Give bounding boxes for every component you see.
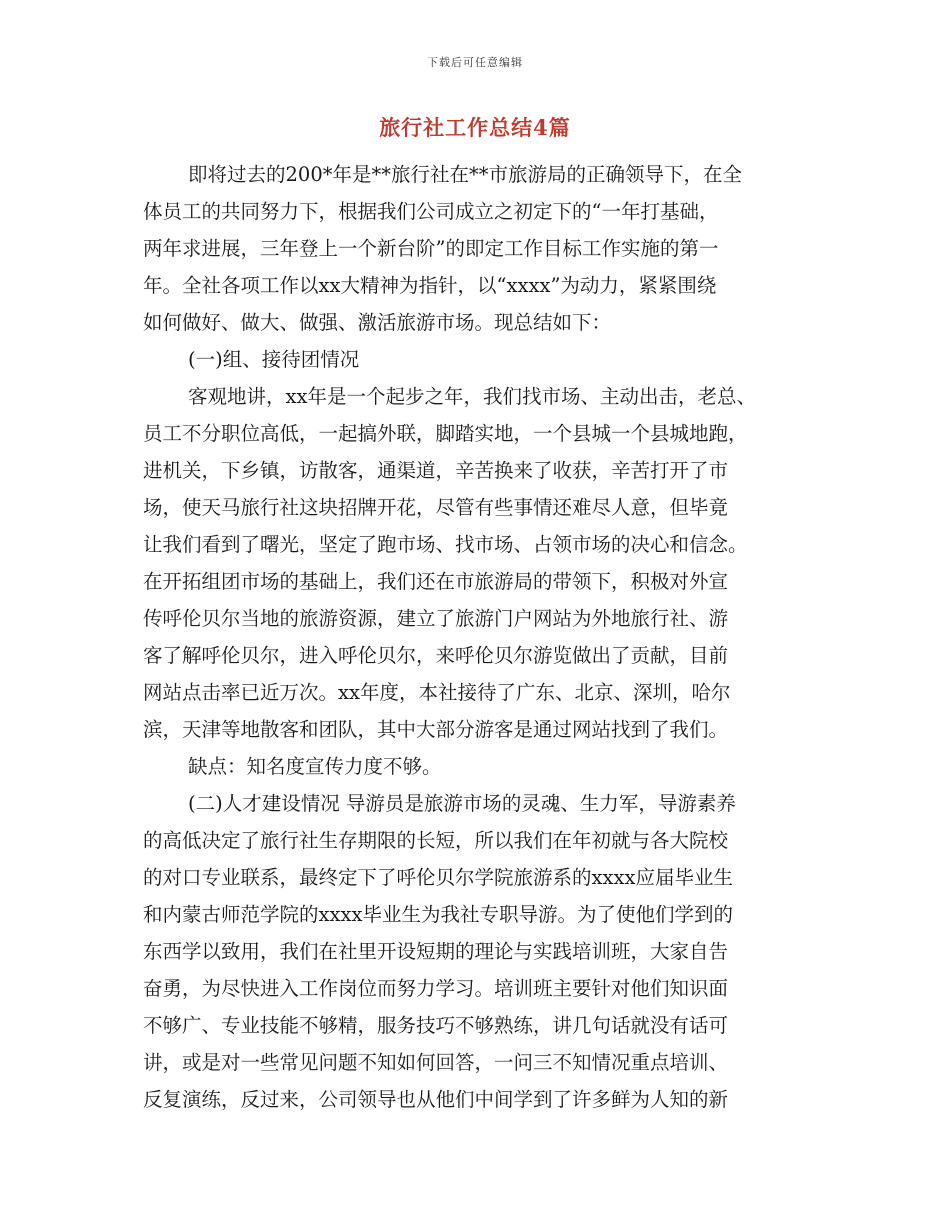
paragraph-line: 东西学以致用，我们在社里开设短期的理论与实践培训班，大家自告 xyxy=(143,940,729,963)
paragraph-line: (二)人才建设情况 导游员是旅游市场的灵魂、生力军，导游素养 xyxy=(188,792,736,815)
paragraph-line: 客观地讲，xx年是一个起步之年，我们找市场、主动出击，老总、 xyxy=(188,385,756,408)
paragraph-line: 场，使天马旅行社这块招牌开花，尽管有些事情还难尽人意，但毕竟 xyxy=(143,496,729,519)
section-heading: (一)组、接待团情况 xyxy=(188,348,360,371)
page-header-note: 下载后可任意编辑 xyxy=(427,56,523,69)
paragraph-line: 缺点：知名度宣传力度不够。 xyxy=(188,755,442,778)
paragraph-line: 网站点击率已近万次。xx年度，本社接待了广东、北京、深圳，哈尔 xyxy=(143,681,731,704)
paragraph-line: 员工不分职位高低，一起搞外联，脚踏实地，一个县城一个县城地跑， xyxy=(143,422,748,445)
paragraph-line: 和内蒙古师范学院的xxxx毕业生为我社专职导游。为了使他们学到的 xyxy=(143,903,733,926)
paragraph-line: 客了解呼伦贝尔，进入呼伦贝尔，来呼伦贝尔游览做出了贡献，目前 xyxy=(143,644,729,667)
paragraph-line: 年。全社各项工作以xx大精神为指针，以“xxxx”为动力，紧紧围绕 xyxy=(143,274,717,297)
paragraph-line: 在开拓组团市场的基础上，我们还在市旅游局的带领下，积极对外宣 xyxy=(143,570,729,593)
document-title: 旅行社工作总结4篇 xyxy=(379,115,571,140)
paragraph-line: 体员工的共同努力下，根据我们公司成立之初定下的“一年打基础， xyxy=(143,200,719,223)
paragraph-line: 反复演练，反过来，公司领导也从他们中间学到了许多鲜为人知的新 xyxy=(143,1088,729,1111)
paragraph-line: 传呼伦贝尔当地的旅游资源，建立了旅游门户网站为外地旅行社、游 xyxy=(143,607,729,630)
paragraph-line: 进机关，下乡镇，访散客，通渠道，辛苦换来了收获，辛苦打开了市 xyxy=(143,459,729,482)
paragraph-line: 的高低决定了旅行社生存期限的长短，所以我们在年初就与各大院校 xyxy=(143,829,729,852)
paragraph-line: 奋勇，为尽快进入工作岗位而努力学习。培训班主要针对他们知识面 xyxy=(143,977,729,1000)
paragraph-line: 滨，天津等地散客和团队，其中大部分游客是通过网站找到了我们。 xyxy=(143,718,729,741)
paragraph-line: 让我们看到了曙光，坚定了跑市场、找市场、占领市场的决心和信念。 xyxy=(143,533,748,556)
paragraph-line: 的对口专业联系，最终定下了呼伦贝尔学院旅游系的xxxx应届毕业生 xyxy=(143,866,733,889)
paragraph-line: 如何做好、做大、做强、激活旅游市场。现总结如下： xyxy=(143,311,612,334)
paragraph-line: 不够广、专业技能不够精，服务技巧不够熟练，讲几句话就没有话可 xyxy=(143,1014,729,1037)
paragraph-line: 即将过去的200*年是**旅行社在**市旅游局的正确领导下，在全 xyxy=(188,163,742,186)
paragraph-line: 两年求进展，三年登上一个新台阶”的即定工作目标工作实施的第一 xyxy=(143,237,719,260)
paragraph-line: 讲，或是对一些常见问题不知如何回答，一问三不知情况重点培训、 xyxy=(143,1051,729,1074)
